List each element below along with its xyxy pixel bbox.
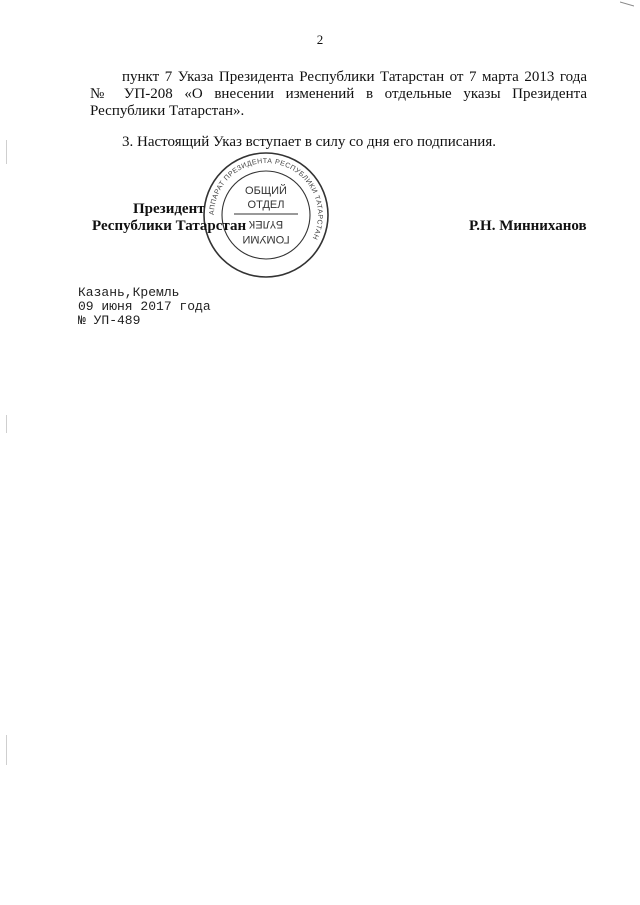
paragraph-continuation <box>90 69 587 120</box>
scan-edge-mark <box>6 140 7 164</box>
signatory-name: Р.Н. Минниханов <box>469 218 587 234</box>
decree-footer <box>78 286 211 328</box>
stamp-line-inverted: БҮЛЕК <box>248 218 284 230</box>
signature-title-line2: Республики Татарстан <box>92 218 247 234</box>
official-stamp <box>201 150 331 280</box>
paragraph-line: № УП-208 «О внесении изменений в отдельные указы Президента <box>90 86 587 102</box>
stamp-line-inverted: ГОМУМИ <box>242 233 290 245</box>
signature-title-line1: Президент <box>133 201 205 217</box>
paragraph-line: Республики Татарстан». <box>90 103 245 119</box>
scan-corner-mark <box>620 0 634 8</box>
paragraph-effective-date: 3. Настоящий Указ вступает в силу со дня его подписания. <box>122 134 496 150</box>
scan-edge-mark <box>6 415 7 433</box>
footer-number: № УП-489 <box>78 313 141 328</box>
scan-edge-mark <box>6 735 7 765</box>
stamp-line: ОБЩИЙ <box>245 185 287 197</box>
paragraph-line: пункт 7 Указа Президента Республики Татарстан от 7 марта 2013 года <box>122 69 587 85</box>
page-number: 2 <box>316 32 324 47</box>
footer-place: Казань,Кремль <box>78 285 180 300</box>
stamp-line: ОТДЕЛ <box>247 199 285 211</box>
stamp-ring-text: АППАРАТ ПРЕЗИДЕНТА РЕСПУБЛИКИ ТАТАРСТАН <box>208 157 324 241</box>
footer-date: 09 июня 2017 года <box>78 299 211 314</box>
